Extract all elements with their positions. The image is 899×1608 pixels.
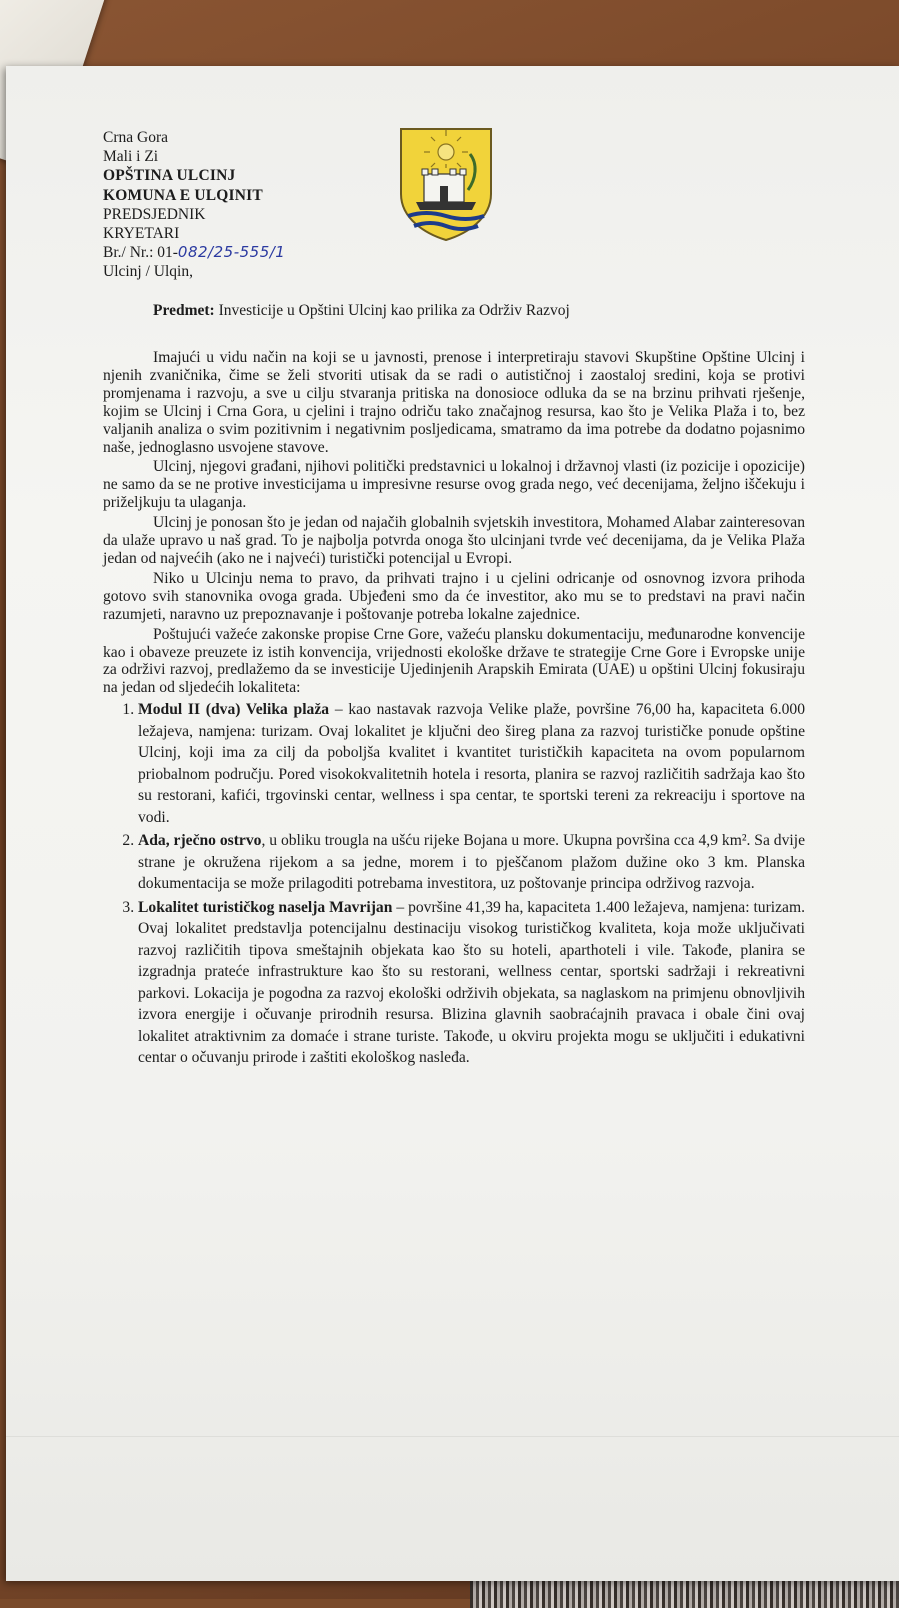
paragraph: Imajući u vidu način na koji se u javnosti, prenose i interpretiraju stavovi Skupštine Opštine Ulcinj i njenih zvaničnika, čime se želi stvoriti utisak da se radi o autističnoj i zaostaloj sredini, koja se protivi promjenama i razvoju, a sve u cilju stvaranja pritiska na donosioce odluka da se na brzinu prihvati rješenje, kojim se Ulcinj i Crna Gora, u cjelini i trajno odriču tako značajnog resursa, kao što je Velika Plaža i to, bez valjanih analiza o svim pozitivnim i negativnim posljedicama, smatramo da ima potrebe da dodatno pojasnimo naše, jednoglasno usvojene stavove. bbox=[103, 349, 805, 456]
subject-text: Investicije u Opštini Ulcinj kao prilika za Održiv Razvoj bbox=[218, 302, 570, 319]
office: PREDSJEDNIK bbox=[103, 205, 206, 223]
location-text: – kao nastavak razvoja Velike plaže, površine 76,00 ha, kapaciteta 6.000 ležajeva, namjena: turizam. Ovaj lokalitet je ključni deo šireg plana za razvoj turističke ponude opštine Ulcinj, koji ima za cilj da poboljša kvalitet i kvantitet turističkih kapaciteta na ovom popularnom priobalnom području. Pored visokokvalitetnih hotela i resorta, planira se razvoj različitih sadržaja kao što su restorani, kafići, trgovinski centar, wellness i spa centar, te sportski tereni za rekreaciju i sportove na vodi. bbox=[138, 701, 806, 826]
page-fold-line bbox=[6, 1436, 899, 1437]
paragraph: Ulcinj, njegovi građani, njihovi politički predstavnici u lokalnoj i državnoj vlasti (iz pozicije i opozicije) ne samo da se ne protive investicijama u impresivne resurse ovog grada nego, već decenijama, željno iščekuju i priželjkuju ta ulaganja. bbox=[103, 458, 805, 512]
background-fabric bbox=[470, 1578, 899, 1608]
location-title: Modul II (dva) Velika plaža bbox=[138, 701, 330, 719]
list-item bbox=[138, 699, 805, 828]
place: Ulcinj / Ulqin, bbox=[103, 263, 193, 281]
letter-body bbox=[103, 349, 805, 1071]
country-alb: Mali i Zi bbox=[103, 148, 159, 166]
ref-handwritten: 082/25-555/1 bbox=[177, 243, 286, 262]
coat-of-arms-icon bbox=[396, 124, 496, 244]
paragraph: Niko u Ulcinju nema to pravo, da prihvati trajno i u cjelini odricanje od osnovnog izvora prihoda gotovo svih stanovnika ovoga grada. Ubjeđeni smo da će investitor, ako mu se to predstavi na pravi način razumjeti, naravno uz prepoznavanje i poštovanje potreba lokalne zajednice. bbox=[103, 569, 805, 623]
location-text: – površine 41,39 ha, kapaciteta 1.400 ležajeva, namjena: turizam. Ovaj lokalitet predstavlja potencijalnu destinaciju visokog turističkog kvaliteta, koja može uključivati razvoj različitih tipova smeštajnih objekata kao što su hoteli, aparthoteli i vile. Takođe, planira se izgradnja prateće infrastrukture kao što su restorani, wellness centar, sportski sadržaji i rekreativni parkovi. Lokacija je pogodna za razvoj ekološki održivih objekata, sa naglaskom na primjenu obnovljivih izvora energije i očuvanje prirodnih resursa. Blizina glavnih saobraćajnih pravaca i obale čini ovaj lokalitet atraktivnim za domaće i strane turiste. Takođe, u okviru projekta mogu se uključiti i edukativni centar o očuvanju prirode i zaštiti ekološkog nasleđa. bbox=[138, 898, 806, 1067]
location-text: , u obliku trougla na ušću rijeke Bojana u more. Ukupna površina cca 4,9 km². Sa dvije strane je okružena rijekom a sa jedne, morem i to pješčanom plažom dužine oko 3 km. Planska dokumentacija se može prilagoditi potrebama investitora, uz poštovanje principa održivog razvoja. bbox=[138, 832, 805, 893]
country: Crna Gora bbox=[103, 129, 168, 146]
list-item bbox=[138, 897, 805, 1069]
office-alb: KRYETARI bbox=[103, 225, 180, 243]
subject-label: Predmet: bbox=[153, 302, 215, 319]
letter-page bbox=[6, 66, 899, 1581]
reference-number bbox=[103, 243, 285, 262]
location-title: Ada, rječno ostrvo bbox=[138, 832, 262, 850]
municipality: OPŠTINA ULCINJ bbox=[103, 167, 236, 185]
letterhead bbox=[103, 128, 285, 282]
list-item bbox=[138, 830, 805, 895]
municipality-alb: KOMUNA E ULQINIT bbox=[103, 186, 263, 204]
location-title: Lokalitet turističkog naselja Mavrijan bbox=[138, 898, 393, 916]
paragraph: Poštujući važeće zakonske propise Crne Gore, važeću plansku dokumentaciju, međunarodne konvencije kao i obaveze preuzete iz istih konvencija, vrijednosti ekološke države te strategije Crne Gore i Evropske unije za održivi razvoj, predlažemo da se investicije Ujedinjenih Arapskih Emirata (UAE) u opštini Ulcinj fokusiraju na jedan od sljedećih lokaliteta: bbox=[103, 625, 805, 697]
ref-label: Br./ Nr.: 01- bbox=[103, 244, 178, 262]
subject-line bbox=[153, 302, 570, 320]
locations-list bbox=[103, 699, 805, 1069]
paragraph: Ulcinj je ponosan što je jedan od najačih globalnih svjetskih investitora, Mohamed Alabar zainteresovan da ulaže upravo u naš grad. To je najbolja potvrda onoga što ulcinjani tvrde već decenijama, da je Velika Plaža jedan od najvećih (ako ne i najveći) turistički potencijal u Evropi. bbox=[103, 514, 805, 567]
